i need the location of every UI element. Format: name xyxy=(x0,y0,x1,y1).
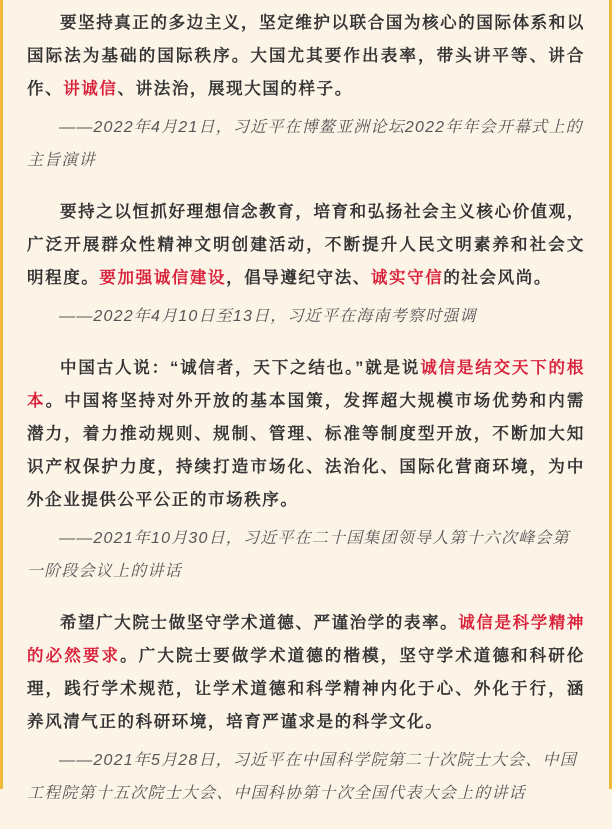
quote-text: 。中国将坚持对外开放的基本国策，发挥超大规模市场优势和内需潜力，着力推动规则、规制、管理、标准等制度型开放，不断加大知识产权保护力度，持续打造市场化、法治化、国际化营商环境，为中外企业提供公平公正的市场秩序。 xyxy=(27,392,585,509)
highlighted-text: 诚信是科学精神的必然要求 xyxy=(27,614,586,665)
quote-text: 要坚持真正的多边主义，坚定维护以联合国为核心的国际体系和以国际法为基础的国际秩序。大国尤其要作出表率，带头讲平等、讲合作、 xyxy=(27,14,585,98)
quote-text: 、讲法治，展现大国的样子。 xyxy=(117,80,353,98)
quote-text: 。广大院士要做学术道德的楷模，坚守学术道德和科研伦理，践行学术规范，让学术道德和科学精神内化于心、外化于行，涵养风清气正的科研环境，培育严谨求是的科学文化。 xyxy=(27,647,586,731)
quote-text: ，倡导遵纪守法、 xyxy=(226,269,371,287)
quote-paragraph xyxy=(27,607,585,739)
quote-source: ——2022年4月21日，习近平在博鳌亚洲论坛2022年年会开幕式上的主旨演讲 xyxy=(27,119,583,169)
quote-source: ——2021年5月28日，习近平在中国科学院第二十次院士大会、中国工程院第十五次院士大会、中国科协第十次全国代表大会上的讲话 xyxy=(27,752,577,802)
quote-paragraph xyxy=(27,7,585,106)
highlighted-text: 讲诚信 xyxy=(63,80,118,98)
quote-text: 中国古人说：“诚信者，天下之结也。”就是说 xyxy=(60,359,421,377)
highlighted-text: 诚信是结交天下的根本 xyxy=(27,359,585,410)
quote-paragraph xyxy=(27,196,585,295)
quote-paragraph xyxy=(27,352,585,517)
quote-text: 的社会风尚。 xyxy=(443,269,552,287)
highlighted-text: 诚实守信 xyxy=(370,269,444,287)
quote-text: 要持之以恒抓好理想信念教育，培育和弘扬社会主义核心价值观，广泛开展群众性精神文明创建活动，不断提升人民文明素养和社会文明程度。 xyxy=(27,203,585,287)
highlighted-text: 要加强诚信建设 xyxy=(99,269,227,287)
quote-source: ——2021年10月30日，习近平在二十国集团领导人第十六次峰会第一阶段会议上的讲话 xyxy=(27,530,570,580)
quote-text: 希望广大院士做坚守学术道德、严谨治学的表率。 xyxy=(60,614,459,632)
quote-source: ——2022年4月10日至13日，习近平在海南考察时强调 xyxy=(59,308,477,325)
quote-list xyxy=(27,7,585,829)
